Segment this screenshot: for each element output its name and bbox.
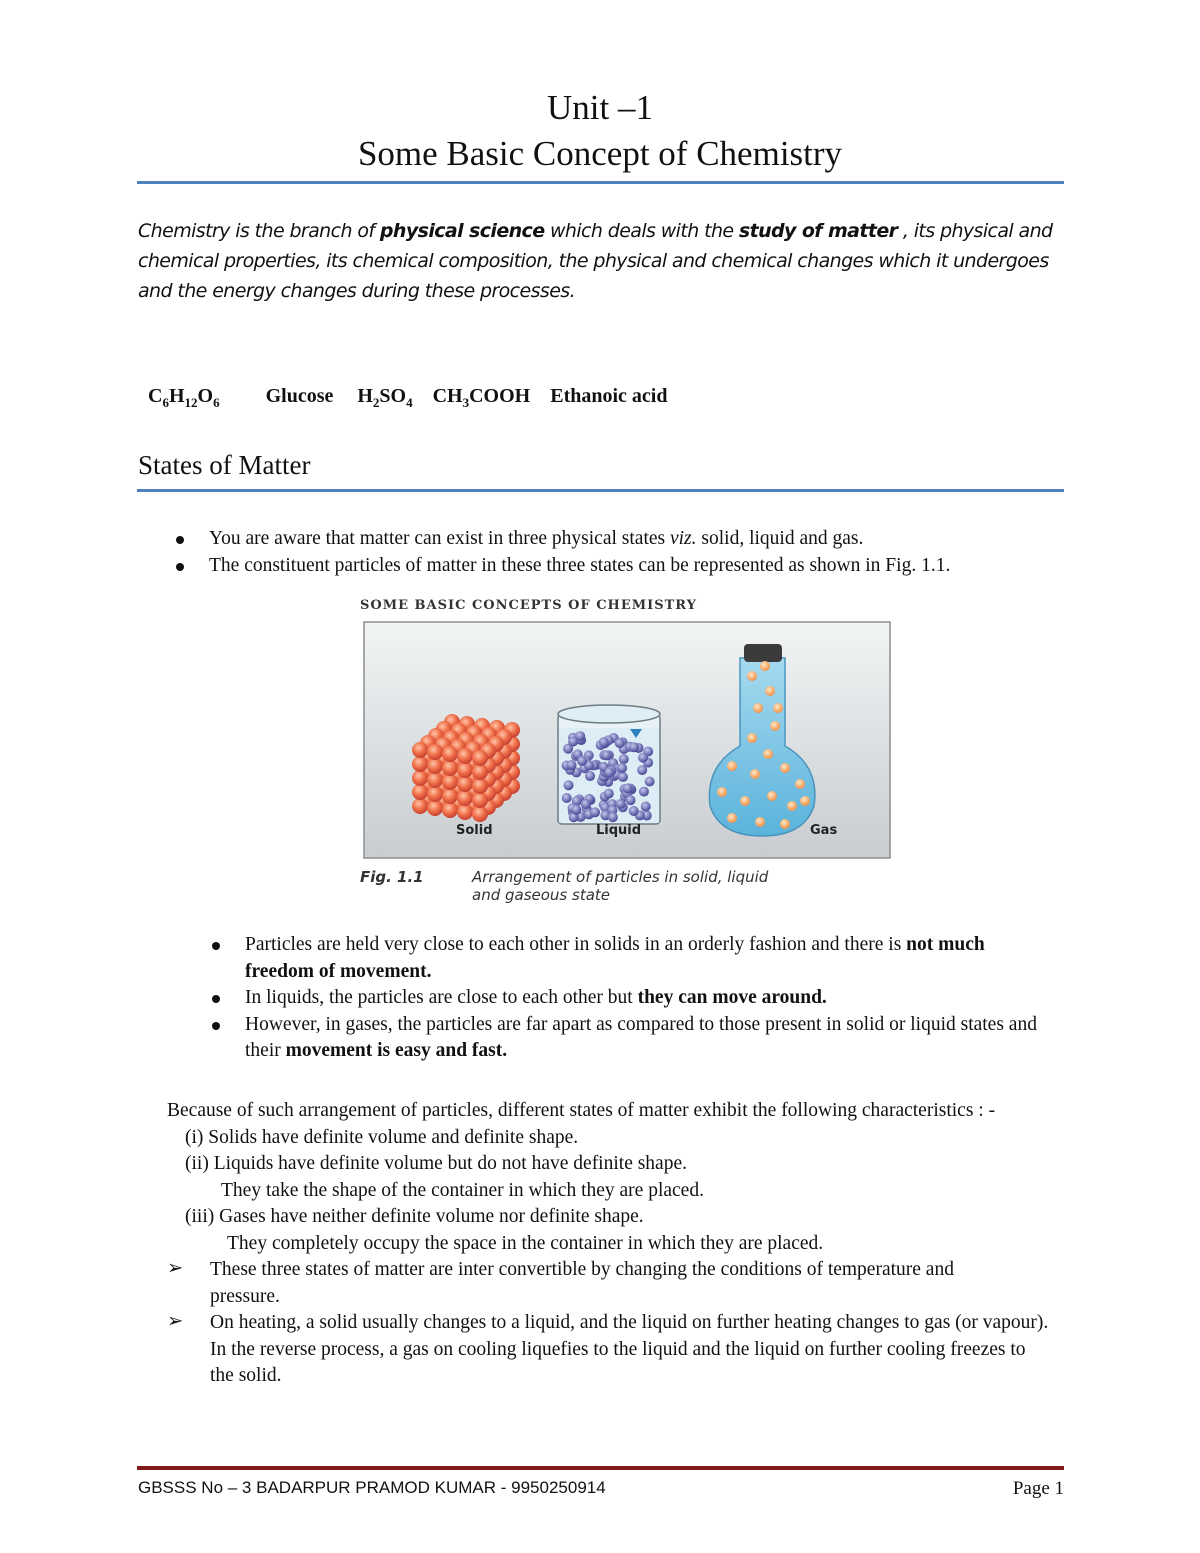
footer-divider <box>137 1466 1064 1470</box>
solid-particle <box>442 774 458 790</box>
figure-caption <box>360 868 768 904</box>
gas-particle <box>787 801 797 811</box>
page-title: Some Basic Concept of Chemistry <box>357 134 843 173</box>
solid-particle <box>412 784 428 800</box>
liquid-particle <box>604 767 614 777</box>
solid-particle <box>427 772 443 788</box>
bullet-list-1 <box>172 526 1052 579</box>
gas-particle <box>753 703 763 713</box>
bullet-text: Particles are held very close to each other in solids in an orderly fashion and there is <box>245 934 907 955</box>
liquid-particle <box>608 812 618 822</box>
gas-particle <box>773 703 783 713</box>
intro-bold-physical-science: physical science <box>379 220 545 242</box>
bullet-bold-text: movement is easy and fast. <box>285 1040 508 1061</box>
acetic-acid-name: Ethanoic acid <box>550 385 668 407</box>
solid-label: Solid <box>456 823 493 838</box>
gas-particle <box>740 796 750 806</box>
solid-particle <box>472 806 488 822</box>
list-item <box>208 985 1053 1012</box>
liquid-particle <box>599 737 609 747</box>
characteristic-ii: (ii) Liquids have definite volume but do not have definite shape. <box>185 1153 687 1174</box>
gas-particle <box>780 763 790 773</box>
solid-particle <box>427 758 443 774</box>
gas-particle <box>780 819 790 829</box>
bullet-icon <box>176 536 184 544</box>
liquid-particle <box>617 763 627 773</box>
solid-particle <box>457 790 473 806</box>
liquid-particle <box>577 756 587 766</box>
gas-particle <box>763 749 773 759</box>
figure-number: Fig. 1.1 <box>360 868 424 886</box>
liquid-particle <box>564 780 574 790</box>
figure-running-header: SOME BASIC CONCEPTS OF CHEMISTRY <box>360 598 697 613</box>
characteristic-i: (i) Solids have definite volume and definite shape. <box>185 1126 579 1148</box>
intro-text-1: Chemistry is the branch of <box>138 220 380 242</box>
characteristic-ii-continued: They take the shape of the container in which they are placed. <box>221 1179 704 1201</box>
bullet-text: However, in gases, the particles are far apart as compared to those present in solid or liquid states and their <box>245 1013 1037 1061</box>
solid-particle <box>412 742 428 758</box>
solid-particle <box>442 746 458 762</box>
liquid-beaker <box>558 705 660 824</box>
solid-particle <box>457 776 473 792</box>
list-item <box>167 1310 1050 1390</box>
solid-particle <box>427 744 443 760</box>
footer-author: GBSSS No – 3 BADARPUR PRAMOD KUMAR - 9950250914 <box>138 1478 606 1497</box>
gas-particle <box>727 761 737 771</box>
liquid-label: Liquid <box>596 823 642 838</box>
liquid-particle <box>562 793 572 803</box>
solid-particle <box>427 800 443 816</box>
liquid-particle <box>571 805 581 815</box>
liquid-particle <box>615 738 625 748</box>
liquid-particle <box>567 760 577 770</box>
solid-particle <box>442 760 458 776</box>
solid-particle <box>472 792 488 808</box>
liquid-particle <box>626 795 636 805</box>
title-divider <box>137 181 1064 184</box>
liquid-particle <box>629 806 639 816</box>
section-heading: States of Matter <box>138 450 311 480</box>
arrow-item-text: These three states of matter are inter convertible by changing the conditions of temperature and pressure. <box>210 1259 954 1307</box>
characteristics-intro: Because of such arrangement of particles, different states of matter exhibit the following characteristics : - <box>167 1100 996 1121</box>
liquid-particle <box>590 807 600 817</box>
solid-particle <box>412 770 428 786</box>
bullet-icon <box>212 1022 220 1030</box>
liquid-particle <box>645 777 655 787</box>
section-divider <box>137 489 1064 492</box>
figure-1-1 <box>360 596 900 908</box>
gas-particle <box>765 686 775 696</box>
liquid-particle <box>637 765 647 775</box>
solid-particle <box>472 750 488 766</box>
formula-line <box>138 362 667 411</box>
liquid-particle <box>639 787 649 797</box>
sulphuric-acid-formula: $H_2SO_4$ <box>357 385 413 410</box>
solid-particle <box>412 756 428 772</box>
arrow-item-text: On heating, a solid usually changes to a liquid, and the liquid on further heating changes to gas (or vapour). In the reverse process, a gas on cooling liquefies to the liquid and the liquid on further cooling freezes to the solid. <box>210 1312 1049 1386</box>
bullet-icon <box>176 563 184 571</box>
gas-label: Gas <box>810 823 838 838</box>
acetic-acid-formula: $CH_3COOH$ <box>432 385 531 410</box>
gas-particle <box>747 671 757 681</box>
bullet-icon <box>212 942 220 950</box>
liquid-particle <box>581 799 591 809</box>
bullet-text: The constituent particles of matter in these three states can be represented as shown in Fig. 1.1. <box>209 554 951 576</box>
solid-particle <box>472 764 488 780</box>
characteristic-iii-continued: They completely occupy the space in the container in which they are placed. <box>227 1232 824 1254</box>
list-item <box>172 526 1052 553</box>
intro-text-2: which deals with the <box>544 220 739 242</box>
unit-title: Unit –1 <box>547 88 653 127</box>
caption-line-2: and gaseous state <box>472 886 611 904</box>
list-item <box>208 932 1053 985</box>
liquid-particle <box>568 737 578 747</box>
arrow-bullet-icon: ➢ <box>167 1311 184 1332</box>
solid-particle <box>472 778 488 794</box>
glucose-name: Glucose <box>265 385 334 407</box>
bullet-text: In liquids, the particles are close to each other but <box>245 987 638 1008</box>
liquid-particle <box>618 772 628 782</box>
bullet-text: solid, liquid and gas. <box>696 528 864 549</box>
gas-particle <box>750 769 760 779</box>
solid-particle <box>442 802 458 818</box>
gas-particle <box>755 817 765 827</box>
gas-particle <box>800 796 810 806</box>
intro-paragraph <box>138 216 1073 306</box>
list-item <box>208 1012 1053 1065</box>
caption-line-1: Arrangement of particles in solid, liquid <box>472 868 769 886</box>
liquid-particle <box>629 742 639 752</box>
liquid-particle <box>601 750 611 760</box>
liquid-particle <box>638 753 648 763</box>
arrow-bullet-icon: ➢ <box>167 1258 184 1279</box>
liquid-particle <box>623 783 633 793</box>
figure-illustration <box>360 596 900 908</box>
page-number: Page 1 <box>1012 1478 1064 1499</box>
list-item <box>167 1257 1010 1310</box>
bullet-bold-text: not much freedom of movement. <box>245 934 985 982</box>
liquid-particle <box>641 802 651 812</box>
liquid-particle <box>604 789 614 799</box>
gas-particle <box>747 733 757 743</box>
bullet-italic-text: viz. <box>669 528 697 549</box>
bullet-list-2 <box>208 932 1053 1065</box>
gas-particle <box>795 779 805 789</box>
characteristics-section <box>167 1098 1047 1390</box>
bullet-icon <box>212 995 220 1003</box>
solid-particle <box>442 788 458 804</box>
solid-particle <box>427 786 443 802</box>
gas-particle <box>760 661 770 671</box>
list-item <box>172 553 1052 580</box>
gas-particle <box>717 787 727 797</box>
solid-particle <box>457 762 473 778</box>
bullet-text: You are aware that matter can exist in three physical states <box>209 528 670 549</box>
intro-text-3: , its physical and chemical properties, its chemical composition, the physical and chemical changes which it undergoes and the energy changes during these processes. <box>138 220 1053 302</box>
solid-particle <box>412 798 428 814</box>
liquid-particle <box>616 799 626 809</box>
glucose-formula: $C_6H_{12}O_6$ <box>148 385 220 410</box>
solid-particle <box>457 748 473 764</box>
characteristic-iii: (iii) Gases have neither definite volume nor definite shape. <box>185 1206 644 1227</box>
intro-bold-study-of-matter: study of matter <box>738 220 898 242</box>
liquid-particle <box>619 754 629 764</box>
bullet-bold-text: they can move around. <box>637 987 827 1008</box>
gas-particle <box>727 813 737 823</box>
gas-particle <box>767 791 777 801</box>
solid-particle <box>457 804 473 820</box>
liquid-particle <box>585 771 595 781</box>
gas-particle <box>770 721 780 731</box>
